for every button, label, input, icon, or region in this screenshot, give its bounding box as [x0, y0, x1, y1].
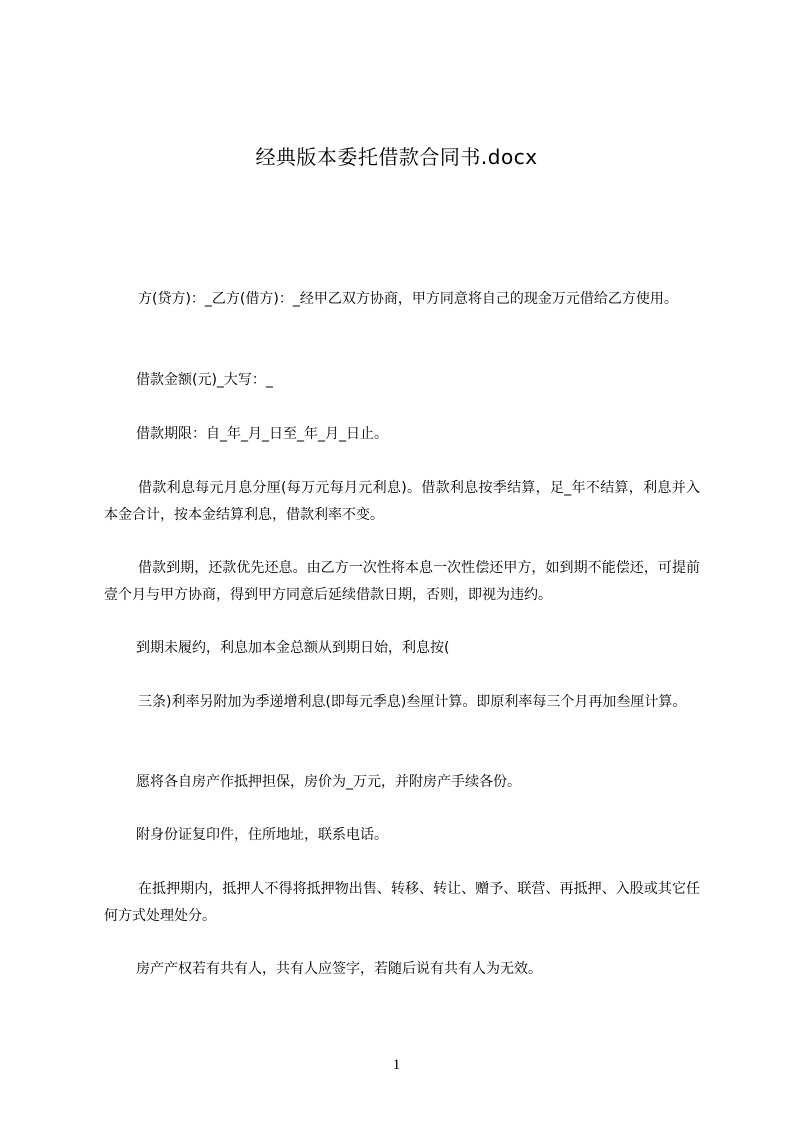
page-number: 1 — [392, 1057, 401, 1073]
paragraph-id-copy: 附身份证复印件，住所地址，联系电话。 — [136, 827, 388, 843]
paragraph-mortgage-restriction: 在抵押期内，抵押人不得将抵押物出售、转移、转让、赠予、联营、再抵押、入股或其它任何方式处理处分。 — [104, 881, 700, 924]
paragraph-default: 到期未履约，利息加本金总额从到期日始，利息按( — [136, 640, 450, 656]
paragraph-loan-term: 借款期限：自_年_月_日至_年_月_日止。 — [136, 426, 388, 442]
paragraph-interest: 借款利息每元月息分厘(每万元每月元利息)。借款利息按季结算，足_年不结算，利息并入本金合计，按本金结算利息，借款利率不变。 — [104, 480, 700, 523]
paragraph-parties: 方(贷方)：_乙方(借方)：_经甲乙双方协商，甲方同意将自己的现金万元借给乙方使用。 — [138, 291, 678, 307]
paragraph-repayment: 借款到期，还款优先还息。由乙方一次性将本息一次性偿还甲方，如到期不能偿还，可提前壹个月与甲方协商，得到甲方同意后延续借款日期，否则，即视为违约。 — [104, 560, 700, 603]
paragraph-collateral: 愿将各自房产作抵押担保，房价为_万元，并附房产手续各份。 — [136, 774, 521, 790]
paragraph-loan-amount: 借款金额(元)_大写：_ — [136, 372, 273, 388]
paragraph-penalty-rate: 三条)利率另附加为季递增利息(即每元季息)叁厘计算。即原利率每三个月再加叁厘计算。 — [138, 694, 687, 710]
paragraph-co-owner: 房产产权若有共有人，共有人应签字，若随后说有共有人为无效。 — [136, 961, 542, 977]
document-title: 经典版本委托借款合同书.docx — [255, 145, 538, 169]
